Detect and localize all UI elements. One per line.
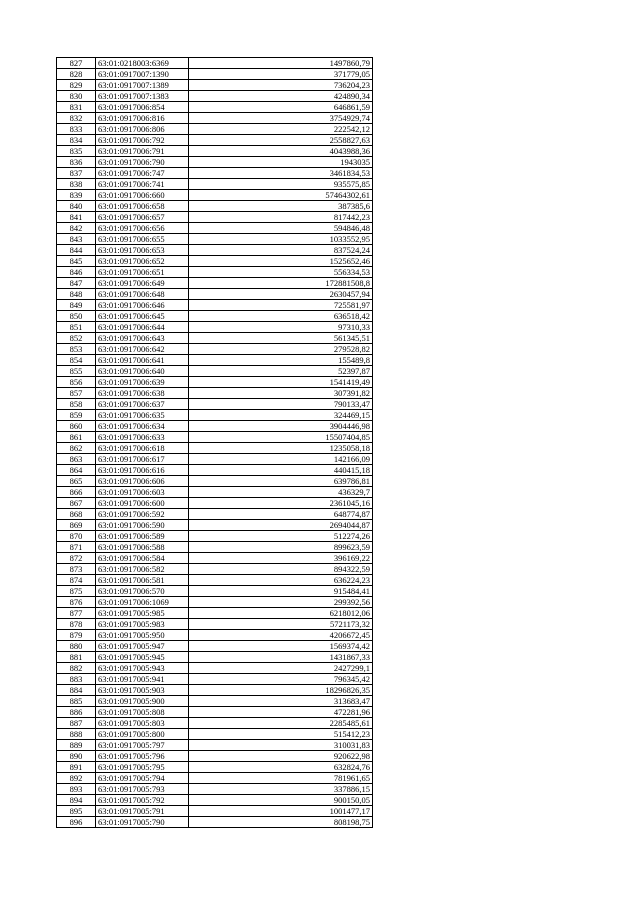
- value-cell: 594846,48: [189, 223, 373, 234]
- cadastral-number-cell: 63:01:0917006:653: [96, 245, 189, 256]
- cadastral-number-cell: 63:01:0917006:790: [96, 157, 189, 168]
- table-row: [57, 223, 373, 234]
- table-row: [57, 619, 373, 630]
- table-row: [57, 366, 373, 377]
- value-cell: 2630457,94: [189, 289, 373, 300]
- value-cell: 1431867,33: [189, 652, 373, 663]
- row-number-cell: 876: [57, 597, 96, 608]
- row-number-cell: 880: [57, 641, 96, 652]
- value-cell: 436329,7: [189, 487, 373, 498]
- table-row: [57, 333, 373, 344]
- cadastral-number-cell: 63:01:0917006:649: [96, 278, 189, 289]
- cadastral-number-cell: 63:01:0917006:656: [96, 223, 189, 234]
- cadastral-number-cell: 63:01:0917006:600: [96, 498, 189, 509]
- row-number-cell: 857: [57, 388, 96, 399]
- cadastral-number-cell: 63:01:0917006:617: [96, 454, 189, 465]
- row-number-cell: 844: [57, 245, 96, 256]
- cadastral-number-cell: 63:01:0917006:638: [96, 388, 189, 399]
- row-number-cell: 872: [57, 553, 96, 564]
- value-cell: 1943035: [189, 157, 373, 168]
- table-row: [57, 784, 373, 795]
- value-cell: 920622,98: [189, 751, 373, 762]
- cadastral-number-cell: 63:01:0917006:643: [96, 333, 189, 344]
- cadastral-number-cell: 63:01:0917006:645: [96, 311, 189, 322]
- row-number-cell: 879: [57, 630, 96, 641]
- value-cell: 2361045,16: [189, 498, 373, 509]
- value-cell: 1541419,49: [189, 377, 373, 388]
- row-number-cell: 887: [57, 718, 96, 729]
- row-number-cell: 883: [57, 674, 96, 685]
- cadastral-number-cell: 63:01:0917006:633: [96, 432, 189, 443]
- table-row: [57, 256, 373, 267]
- cadastral-number-cell: 63:01:0917006:603: [96, 487, 189, 498]
- table-row: [57, 762, 373, 773]
- value-cell: 1497860,79: [189, 58, 373, 69]
- row-number-cell: 867: [57, 498, 96, 509]
- row-number-cell: 836: [57, 157, 96, 168]
- cadastral-number-cell: 63:01:0917007:1390: [96, 69, 189, 80]
- value-cell: 3904446,98: [189, 421, 373, 432]
- cadastral-number-cell: 63:01:0917005:985: [96, 608, 189, 619]
- value-cell: 790133,47: [189, 399, 373, 410]
- row-number-cell: 861: [57, 432, 96, 443]
- row-number-cell: 882: [57, 663, 96, 674]
- table-row: [57, 663, 373, 674]
- value-cell: 648774,87: [189, 509, 373, 520]
- cadastral-number-cell: 63:01:0917005:983: [96, 619, 189, 630]
- cadastral-number-cell: 63:01:0917005:803: [96, 718, 189, 729]
- value-cell: 3461834,53: [189, 168, 373, 179]
- cadastral-number-cell: 63:01:0917005:796: [96, 751, 189, 762]
- row-number-cell: 858: [57, 399, 96, 410]
- row-number-cell: 842: [57, 223, 96, 234]
- value-cell: 935575,85: [189, 179, 373, 190]
- row-number-cell: 839: [57, 190, 96, 201]
- cadastral-number-cell: 63:01:0917005:947: [96, 641, 189, 652]
- table-row: [57, 212, 373, 223]
- row-number-cell: 847: [57, 278, 96, 289]
- value-cell: 636518,42: [189, 311, 373, 322]
- cadastral-number-cell: 63:01:0917006:616: [96, 465, 189, 476]
- row-number-cell: 893: [57, 784, 96, 795]
- table-row: [57, 113, 373, 124]
- table-row: [57, 355, 373, 366]
- row-number-cell: 894: [57, 795, 96, 806]
- value-cell: 817442,23: [189, 212, 373, 223]
- value-cell: 18296826,35: [189, 685, 373, 696]
- value-cell: 1235058,18: [189, 443, 373, 454]
- value-cell: 736204,23: [189, 80, 373, 91]
- value-cell: 894322,59: [189, 564, 373, 575]
- row-number-cell: 869: [57, 520, 96, 531]
- cadastral-number-cell: 63:01:0917005:950: [96, 630, 189, 641]
- row-number-cell: 854: [57, 355, 96, 366]
- cadastral-number-cell: 63:01:0917006:634: [96, 421, 189, 432]
- row-number-cell: 852: [57, 333, 96, 344]
- cadastral-number-cell: 63:01:0917005:941: [96, 674, 189, 685]
- cadastral-number-cell: 63:01:0917006:644: [96, 322, 189, 333]
- value-cell: 310031,83: [189, 740, 373, 751]
- cadastral-number-cell: 63:01:0917005:797: [96, 740, 189, 751]
- table-row: [57, 740, 373, 751]
- table-row: [57, 179, 373, 190]
- table-row: [57, 553, 373, 564]
- table-row: [57, 278, 373, 289]
- row-number-cell: 837: [57, 168, 96, 179]
- cadastral-number-cell: 63:01:0917006:651: [96, 267, 189, 278]
- value-cell: 2285485,61: [189, 718, 373, 729]
- cadastral-number-cell: 63:01:0917006:589: [96, 531, 189, 542]
- table-row: [57, 487, 373, 498]
- table-row: [57, 157, 373, 168]
- table-row: [57, 80, 373, 91]
- value-cell: 915484,41: [189, 586, 373, 597]
- table-row: [57, 575, 373, 586]
- table-row: [57, 399, 373, 410]
- row-number-cell: 846: [57, 267, 96, 278]
- row-number-cell: 843: [57, 234, 96, 245]
- table-row: [57, 465, 373, 476]
- cadastral-number-cell: 63:01:0917006:588: [96, 542, 189, 553]
- cadastral-number-cell: 63:01:0917005:800: [96, 729, 189, 740]
- table-row: [57, 476, 373, 487]
- value-cell: 3754929,74: [189, 113, 373, 124]
- row-number-cell: 835: [57, 146, 96, 157]
- cadastral-number-cell: 63:01:0917007:1383: [96, 91, 189, 102]
- cadastral-number-cell: 63:01:0917006:816: [96, 113, 189, 124]
- row-number-cell: 827: [57, 58, 96, 69]
- table-row: [57, 69, 373, 80]
- table-row: [57, 531, 373, 542]
- cadastral-number-cell: 63:01:0917006:590: [96, 520, 189, 531]
- table-row: [57, 707, 373, 718]
- row-number-cell: 831: [57, 102, 96, 113]
- value-cell: 636224,23: [189, 575, 373, 586]
- row-number-cell: 874: [57, 575, 96, 586]
- value-cell: 324469,15: [189, 410, 373, 421]
- value-cell: 172881508,8: [189, 278, 373, 289]
- row-number-cell: 859: [57, 410, 96, 421]
- value-cell: 472281,96: [189, 707, 373, 718]
- value-cell: 4206672,45: [189, 630, 373, 641]
- cadastral-number-cell: 63:01:0917005:945: [96, 652, 189, 663]
- cadastral-number-cell: 63:01:0917006:606: [96, 476, 189, 487]
- cadastral-value-table: [56, 57, 373, 828]
- table-row: [57, 190, 373, 201]
- value-cell: 6218012,06: [189, 608, 373, 619]
- value-cell: 57464302,61: [189, 190, 373, 201]
- row-number-cell: 865: [57, 476, 96, 487]
- value-cell: 725581,97: [189, 300, 373, 311]
- table-row: [57, 685, 373, 696]
- table-row: [57, 443, 373, 454]
- value-cell: 52397,87: [189, 366, 373, 377]
- value-cell: 155489,8: [189, 355, 373, 366]
- cadastral-number-cell: 63:01:0917006:1069: [96, 597, 189, 608]
- row-number-cell: 849: [57, 300, 96, 311]
- row-number-cell: 838: [57, 179, 96, 190]
- table-row: [57, 542, 373, 553]
- table-row: [57, 267, 373, 278]
- cadastral-number-cell: 63:01:0917006:584: [96, 553, 189, 564]
- row-number-cell: 832: [57, 113, 96, 124]
- value-cell: 5721173,32: [189, 619, 373, 630]
- table-row: [57, 410, 373, 421]
- cadastral-number-cell: 63:01:0917006:592: [96, 509, 189, 520]
- row-number-cell: 833: [57, 124, 96, 135]
- cadastral-number-cell: 63:01:0917006:657: [96, 212, 189, 223]
- table-row: [57, 432, 373, 443]
- value-cell: 440415,18: [189, 465, 373, 476]
- table-row: [57, 696, 373, 707]
- cadastral-number-cell: 63:01:0917006:747: [96, 168, 189, 179]
- table-row: [57, 124, 373, 135]
- table-body: [57, 58, 373, 828]
- cadastral-number-cell: 63:01:0917006:658: [96, 201, 189, 212]
- value-cell: 1001477,17: [189, 806, 373, 817]
- cadastral-number-cell: 63:01:0917005:794: [96, 773, 189, 784]
- value-cell: 781961,65: [189, 773, 373, 784]
- row-number-cell: 851: [57, 322, 96, 333]
- value-cell: 1033552,95: [189, 234, 373, 245]
- row-number-cell: 850: [57, 311, 96, 322]
- value-cell: 424890,34: [189, 91, 373, 102]
- row-number-cell: 877: [57, 608, 96, 619]
- value-cell: 313683,47: [189, 696, 373, 707]
- table-row: [57, 608, 373, 619]
- table-row: [57, 168, 373, 179]
- value-cell: 639786,81: [189, 476, 373, 487]
- table-row: [57, 234, 373, 245]
- cadastral-number-cell: 63:01:0917005:793: [96, 784, 189, 795]
- row-number-cell: 868: [57, 509, 96, 520]
- table-row: [57, 91, 373, 102]
- table-row: [57, 652, 373, 663]
- cadastral-number-cell: 63:01:0917006:582: [96, 564, 189, 575]
- value-cell: 279528,82: [189, 344, 373, 355]
- row-number-cell: 855: [57, 366, 96, 377]
- table-row: [57, 289, 373, 300]
- table-row: [57, 795, 373, 806]
- value-cell: 396169,22: [189, 553, 373, 564]
- value-cell: 307391,82: [189, 388, 373, 399]
- row-number-cell: 856: [57, 377, 96, 388]
- value-cell: 2558827,63: [189, 135, 373, 146]
- cadastral-number-cell: 63:01:0218003:6369: [96, 58, 189, 69]
- table-row: [57, 311, 373, 322]
- row-number-cell: 848: [57, 289, 96, 300]
- table-row: [57, 135, 373, 146]
- cadastral-number-cell: 63:01:0917006:741: [96, 179, 189, 190]
- value-cell: 796345,42: [189, 674, 373, 685]
- table-row: [57, 564, 373, 575]
- table-row: [57, 388, 373, 399]
- table-row: [57, 630, 373, 641]
- row-number-cell: 871: [57, 542, 96, 553]
- table-row: [57, 201, 373, 212]
- cadastral-number-cell: 63:01:0917007:1389: [96, 80, 189, 91]
- table-row: [57, 344, 373, 355]
- table-row: [57, 421, 373, 432]
- table-row: [57, 597, 373, 608]
- cadastral-number-cell: 63:01:0917005:795: [96, 762, 189, 773]
- cadastral-number-cell: 63:01:0917006:639: [96, 377, 189, 388]
- value-cell: 808198,75: [189, 817, 373, 828]
- row-number-cell: 829: [57, 80, 96, 91]
- cadastral-number-cell: 63:01:0917006:648: [96, 289, 189, 300]
- row-number-cell: 862: [57, 443, 96, 454]
- table-row: [57, 641, 373, 652]
- row-number-cell: 878: [57, 619, 96, 630]
- table-row: [57, 751, 373, 762]
- row-number-cell: 886: [57, 707, 96, 718]
- value-cell: 299392,56: [189, 597, 373, 608]
- table-row: [57, 509, 373, 520]
- cadastral-number-cell: 63:01:0917005:900: [96, 696, 189, 707]
- value-cell: 142166,09: [189, 454, 373, 465]
- row-number-cell: 892: [57, 773, 96, 784]
- table-row: [57, 586, 373, 597]
- cadastral-number-cell: 63:01:0917006:635: [96, 410, 189, 421]
- row-number-cell: 830: [57, 91, 96, 102]
- row-number-cell: 875: [57, 586, 96, 597]
- cadastral-number-cell: 63:01:0917005:903: [96, 685, 189, 696]
- table-row: [57, 377, 373, 388]
- value-cell: 1525652,46: [189, 256, 373, 267]
- row-number-cell: 889: [57, 740, 96, 751]
- cadastral-number-cell: 63:01:0917005:792: [96, 795, 189, 806]
- value-cell: 1569374,42: [189, 641, 373, 652]
- row-number-cell: 863: [57, 454, 96, 465]
- value-cell: 4043988,36: [189, 146, 373, 157]
- cadastral-number-cell: 63:01:0917006:652: [96, 256, 189, 267]
- value-cell: 512274,26: [189, 531, 373, 542]
- cadastral-number-cell: 63:01:0917005:791: [96, 806, 189, 817]
- row-number-cell: 866: [57, 487, 96, 498]
- value-cell: 561345,51: [189, 333, 373, 344]
- row-number-cell: 884: [57, 685, 96, 696]
- table-row: [57, 729, 373, 740]
- value-cell: 2694044,87: [189, 520, 373, 531]
- row-number-cell: 828: [57, 69, 96, 80]
- table-row: [57, 806, 373, 817]
- value-cell: 899623,59: [189, 542, 373, 553]
- cadastral-number-cell: 63:01:0917006:637: [96, 399, 189, 410]
- row-number-cell: 845: [57, 256, 96, 267]
- cadastral-number-cell: 63:01:0917006:642: [96, 344, 189, 355]
- cadastral-number-cell: 63:01:0917005:943: [96, 663, 189, 674]
- table-row: [57, 674, 373, 685]
- table-row: [57, 498, 373, 509]
- row-number-cell: 870: [57, 531, 96, 542]
- cadastral-number-cell: 63:01:0917006:791: [96, 146, 189, 157]
- value-cell: 515412,23: [189, 729, 373, 740]
- cadastral-number-cell: 63:01:0917006:792: [96, 135, 189, 146]
- value-cell: 387385,6: [189, 201, 373, 212]
- row-number-cell: 891: [57, 762, 96, 773]
- value-cell: 15507404,85: [189, 432, 373, 443]
- row-number-cell: 895: [57, 806, 96, 817]
- value-cell: 222542,12: [189, 124, 373, 135]
- table-row: [57, 718, 373, 729]
- table-row: [57, 817, 373, 828]
- table-row: [57, 454, 373, 465]
- cadastral-number-cell: 63:01:0917006:640: [96, 366, 189, 377]
- cadastral-number-cell: 63:01:0917006:570: [96, 586, 189, 597]
- value-cell: 837524,24: [189, 245, 373, 256]
- row-number-cell: 896: [57, 817, 96, 828]
- value-cell: 371779,05: [189, 69, 373, 80]
- value-cell: 556334,53: [189, 267, 373, 278]
- row-number-cell: 864: [57, 465, 96, 476]
- cadastral-number-cell: 63:01:0917006:646: [96, 300, 189, 311]
- value-cell: 646861,59: [189, 102, 373, 113]
- cadastral-number-cell: 63:01:0917006:806: [96, 124, 189, 135]
- table-row: [57, 146, 373, 157]
- row-number-cell: 860: [57, 421, 96, 432]
- cadastral-number-cell: 63:01:0917006:655: [96, 234, 189, 245]
- value-cell: 900150,05: [189, 795, 373, 806]
- cadastral-number-cell: 63:01:0917006:660: [96, 190, 189, 201]
- table-row: [57, 520, 373, 531]
- row-number-cell: 834: [57, 135, 96, 146]
- value-cell: 337886,15: [189, 784, 373, 795]
- cadastral-number-cell: 63:01:0917006:641: [96, 355, 189, 366]
- cadastral-number-cell: 63:01:0917006:581: [96, 575, 189, 586]
- row-number-cell: 853: [57, 344, 96, 355]
- cadastral-number-cell: 63:01:0917005:808: [96, 707, 189, 718]
- value-cell: 97310,33: [189, 322, 373, 333]
- row-number-cell: 885: [57, 696, 96, 707]
- table-row: [57, 773, 373, 784]
- row-number-cell: 873: [57, 564, 96, 575]
- cadastral-number-cell: 63:01:0917006:854: [96, 102, 189, 113]
- value-cell: 632824,76: [189, 762, 373, 773]
- row-number-cell: 881: [57, 652, 96, 663]
- table-row: [57, 102, 373, 113]
- cadastral-number-cell: 63:01:0917005:790: [96, 817, 189, 828]
- row-number-cell: 890: [57, 751, 96, 762]
- row-number-cell: 841: [57, 212, 96, 223]
- table-row: [57, 300, 373, 311]
- value-cell: 2427299,1: [189, 663, 373, 674]
- table-row: [57, 322, 373, 333]
- row-number-cell: 840: [57, 201, 96, 212]
- row-number-cell: 888: [57, 729, 96, 740]
- cadastral-number-cell: 63:01:0917006:618: [96, 443, 189, 454]
- table-row: [57, 245, 373, 256]
- table-row: [57, 58, 373, 69]
